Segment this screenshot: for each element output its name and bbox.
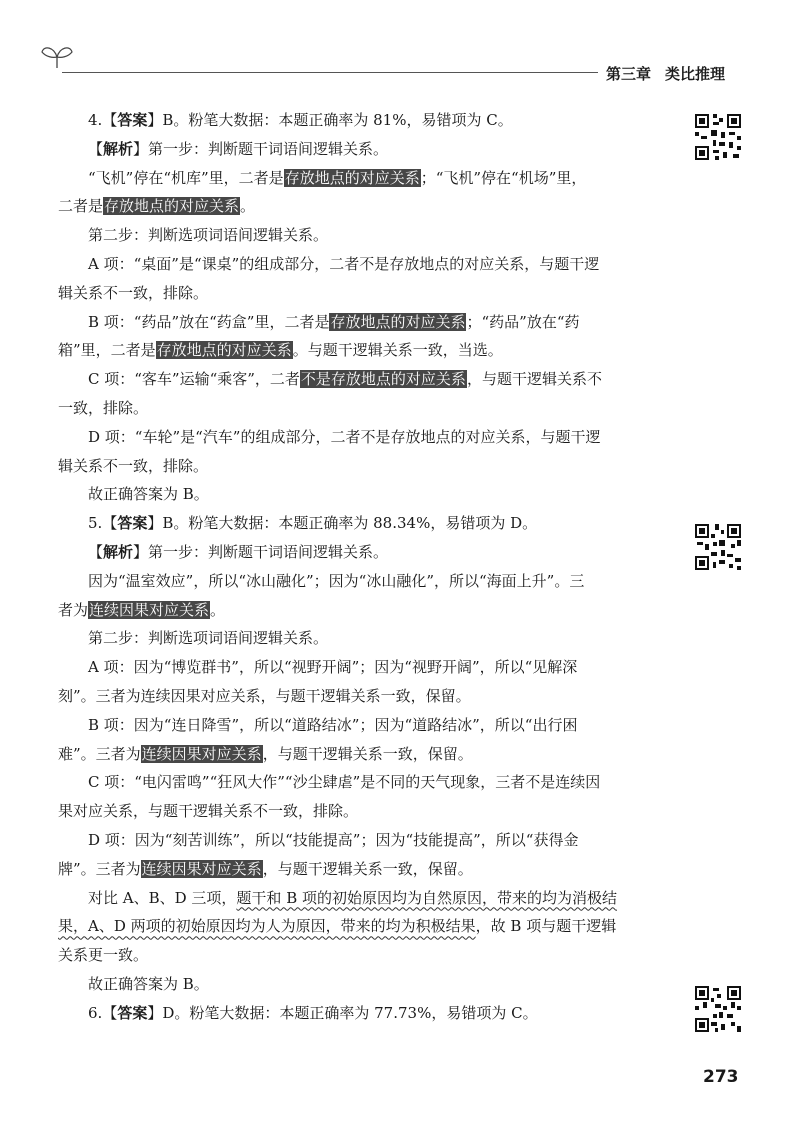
text-line: 辑关系不一致，排除。 — [58, 283, 209, 302]
analysis-heading-q5: 【解析】第一步：判断题干词语间逻辑关系。 — [88, 542, 389, 561]
chapter-title — [606, 63, 725, 84]
header-rule — [62, 72, 598, 73]
text-line: 牌”。三者为连续因果对应关系，与题干逻辑关系一致，保留。 — [58, 859, 473, 878]
text-line: A 项：因为“博览群书”，所以“视野开阔”；因为“视野开阔”，所以“见解深 — [88, 658, 578, 677]
text-line: B 项：“药品”放在“药盒”里，二者是存放地点的对应关系；“药品”放在“药 — [88, 312, 580, 331]
conclusion-line: 故正确答案为 B。 — [88, 974, 209, 993]
highlighted-phrase: 连续因果对应关系 — [141, 744, 262, 763]
answer-line-q6: 6.【答案】D。粉笔大数据：本题正确率为 77.73%，易错项为 C。 — [88, 1003, 538, 1022]
highlighted-phrase: 存放地点的对应关系 — [156, 341, 292, 360]
conclusion-line: 故正确答案为 B。 — [88, 485, 209, 504]
qr-code-icon[interactable] — [693, 984, 743, 1034]
text-line: A 项：“桌面”是“课桌”的组成部分，二者不是存放地点的对应关系，与题干逻 — [88, 254, 600, 273]
text-line: 关系更一致。 — [58, 946, 149, 965]
text-line: 二者是存放地点的对应关系。 — [58, 197, 256, 216]
text-line: 果对应关系，与题干逻辑关系不一致，排除。 — [58, 802, 359, 821]
page-number: 273 — [703, 1067, 739, 1087]
answer-line-q4: 4.【答案】B。粉笔大数据：本题正确率为 81%，易错项为 C。 — [88, 111, 513, 129]
sprout-icon — [40, 44, 74, 70]
qr-code-icon[interactable] — [693, 112, 743, 162]
wavy-underlined-phrase: 题干和 B 项的初始原因均为自然原因，带来的均为消极结 — [236, 888, 617, 907]
text-line: 刻”。三者为连续因果对应关系，与题干逻辑关系一致，保留。 — [58, 686, 471, 705]
text-line: 因为“温室效应”，所以“冰山融化”；因为“冰山融化”，所以“海面上升”。三 — [88, 571, 585, 590]
highlighted-phrase: 存放地点的对应关系 — [104, 197, 240, 216]
text-line: 果，A、D 两项的初始原因均为人为原因，带来的均为积极结果，故 B 项与题干逻辑 — [58, 917, 617, 936]
text-line: D 项：因为“刻苦训练”，所以“技能提高”；因为“技能提高”，所以“获得金 — [88, 830, 579, 849]
text-line: 一致，排除。 — [58, 398, 149, 417]
text-line: 难”。三者为连续因果对应关系，与题干逻辑关系一致，保留。 — [58, 744, 473, 763]
text-line: 第二步：判断选项词语间逻辑关系。 — [88, 226, 329, 245]
page-header — [0, 0, 800, 90]
highlighted-phrase: 存放地点的对应关系 — [284, 168, 420, 187]
page-body — [58, 106, 660, 1028]
answer-line-q5: 5.【答案】B。粉笔大数据：本题正确率为 88.34%，易错项为 D。 — [88, 514, 538, 533]
highlighted-phrase: 连续因果对应关系 — [89, 600, 210, 619]
text-line: D 项：“车轮”是“汽车”的组成部分，二者不是存放地点的对应关系，与题干逻 — [88, 427, 601, 446]
qr-code-icon[interactable] — [693, 522, 743, 572]
text-line: 对比 A、B、D 三项，题干和 B 项的初始原因均为自然原因，带来的均为消极结 — [88, 888, 617, 907]
highlighted-phrase: 不是存放地点的对应关系 — [300, 370, 466, 389]
chapter-topic: 类比推理 — [665, 65, 726, 83]
highlighted-phrase: 连续因果对应关系 — [141, 859, 262, 878]
wavy-underlined-phrase: 果，A、D 两项的初始原因均为人为原因，带来的均为积极结果 — [58, 917, 476, 936]
highlighted-phrase: 存放地点的对应关系 — [330, 312, 466, 331]
chapter-number: 第三章 — [606, 65, 652, 83]
text-line: “飞机”停在“机库”里，二者是存放地点的对应关系；“飞机”停在“机场”里， — [88, 168, 587, 187]
text-line: 辑关系不一致，排除。 — [58, 456, 209, 475]
text-line: C 项：“电闪雷鸣”“狂风大作”“沙尘肆虐”是不同的天气现象，三者不是连续因 — [88, 773, 601, 792]
text-line: C 项：“客车”运输“乘客”，二者不是存放地点的对应关系，与题干逻辑关系不 — [88, 370, 602, 389]
text-line: B 项：因为“连日降雪”，所以“道路结冰”；因为“道路结冰”，所以“出行困 — [88, 715, 578, 734]
text-line: 者为连续因果对应关系。 — [58, 600, 226, 619]
text-line: 箱”里，二者是存放地点的对应关系。与题干逻辑关系一致，当选。 — [58, 341, 503, 360]
text-line: 第二步：判断选项词语间逻辑关系。 — [88, 629, 329, 648]
analysis-heading-q4: 【解析】第一步：判断题干词语间逻辑关系。 — [88, 139, 389, 158]
